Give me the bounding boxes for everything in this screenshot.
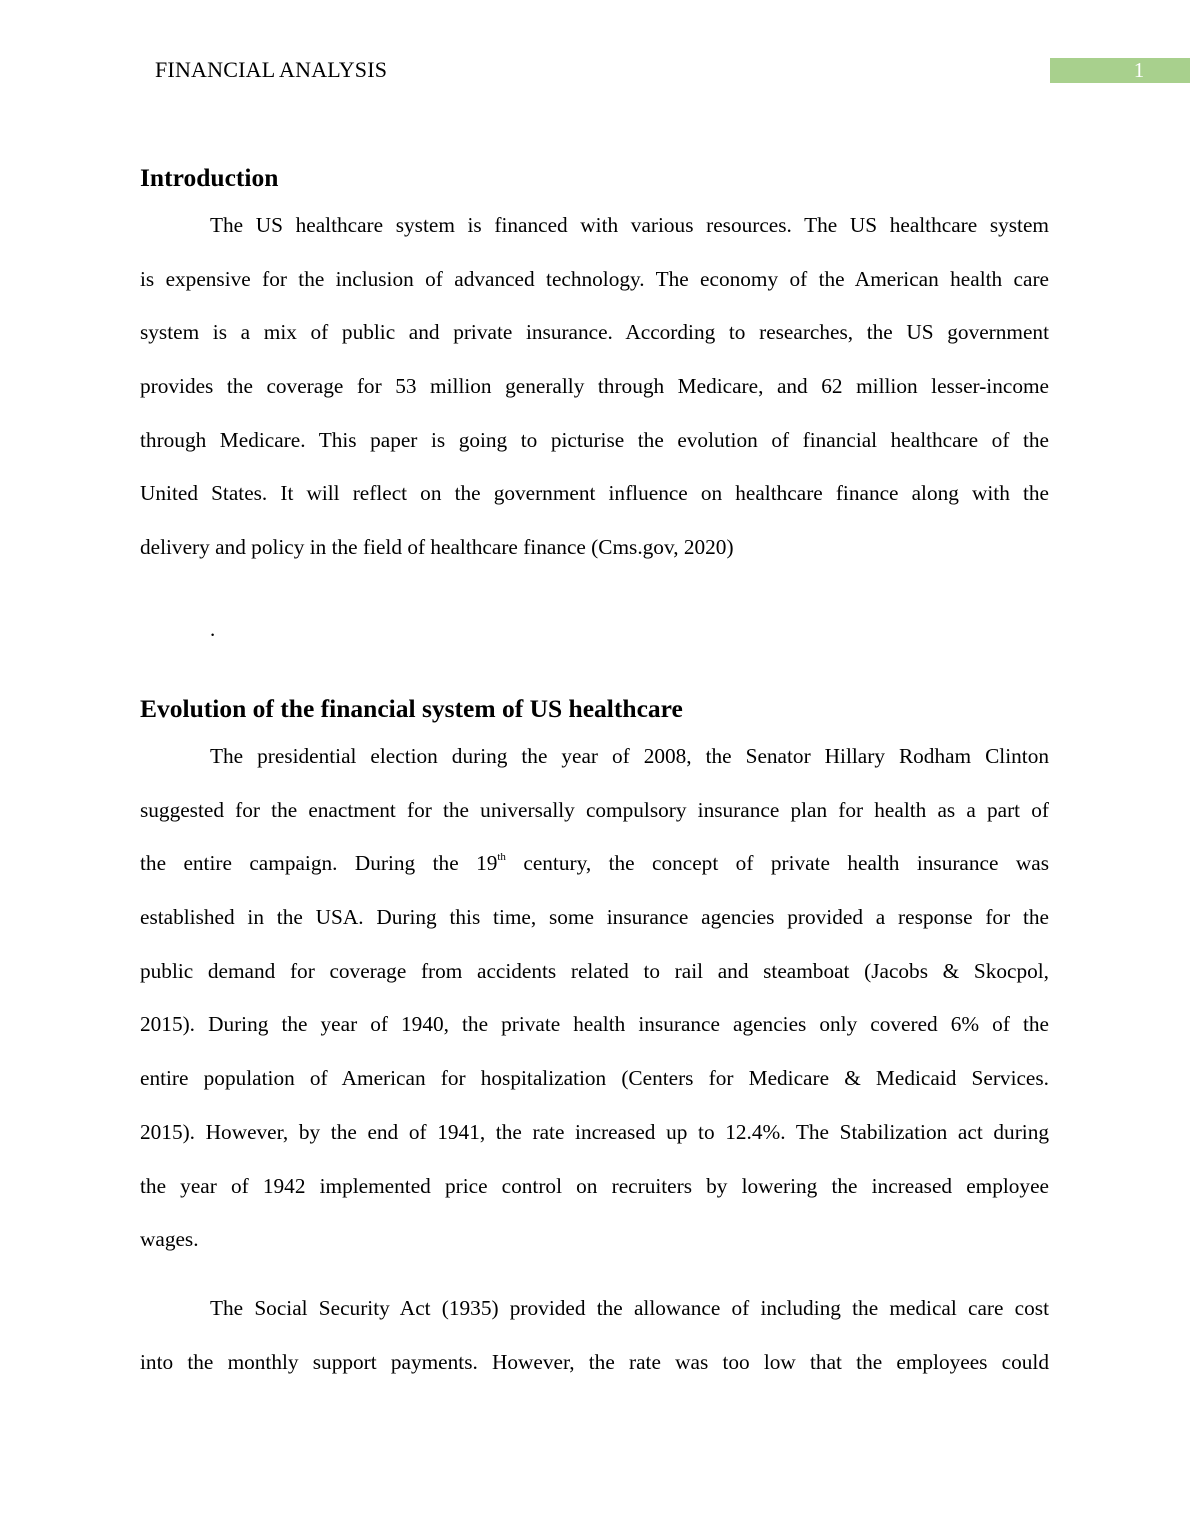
text-line [140,798,1049,852]
text-line [140,1296,1049,1350]
text-line [140,374,1049,428]
line-text: The presidential election during the year of 2008, the Senator Hillary Rodham Clinton [210,744,1049,768]
line-text-after: century, the concept of private health insurance was [505,851,1049,876]
line-text: is expensive for the inclusion of advanced technology. The economy of the American health care [140,266,1049,291]
paragraph [140,744,1049,1281]
line-text: the year of 1942 implemented price control on recruiters by lowering the increased employee [140,1173,1049,1198]
text-line [140,905,1049,959]
line-text: through Medicare. This paper is going to picturise the evolution of financial healthcare of the [140,427,1049,452]
text-line [140,1066,1049,1120]
running-title: FINANCIAL ANALYSIS [155,57,388,82]
text-line [140,481,1049,535]
line-text: suggested for the enactment for the universally compulsory insurance plan for health as a part of [140,797,1049,822]
ordinal-superscript: th [497,851,506,864]
text-line [140,851,1049,905]
text-line [140,744,1049,798]
stray-period: . [210,617,216,641]
section-heading-introduction: Introduction [140,163,279,192]
section-heading-evolution: Evolution of the financial system of US healthcare [140,694,683,723]
page-number: 1 [1133,58,1145,82]
line-text: into the monthly support payments. However, the rate was too low that the employees could [140,1349,1049,1374]
line-text: provides the coverage for 53 million generally through Medicare, and 62 million lesser-income [140,374,1049,399]
line-text: delivery and policy in the field of healthcare finance (Cms.gov, 2020) [140,535,734,560]
text-line [140,320,1049,374]
line-text [140,851,1049,876]
line-text: United States. It will reflect on the government influence on healthcare finance along with the [140,481,1049,506]
line-text: 2015). During the year of 1940, the private health insurance agencies only covered 6% of the [140,1012,1049,1037]
text-line [140,1350,1049,1404]
text-line [140,1120,1049,1174]
line-text: wages. [140,1227,199,1252]
line-text: established in the USA. During this time, some insurance agencies provided a response for the [140,905,1049,930]
text-line [140,1227,1049,1281]
line-text: entire population of American for hospitalization (Centers for Medicare & Medicaid Services. [140,1066,1049,1091]
line-text: 2015). However, by the end of 1941, the rate increased up to 12.4%. The Stabilization act during [140,1119,1049,1144]
text-line [140,1174,1049,1228]
line-text-before: the entire campaign. During the 19 [140,851,498,876]
paragraph [140,213,1049,589]
line-text: public demand for coverage from accidents related to rail and steamboat (Jacobs & Skocpol, [140,958,1049,983]
line-text: system is a mix of public and private insurance. According to researches, the US government [140,320,1049,345]
text-line [140,1012,1049,1066]
text-line [140,535,1049,589]
line-text: The US healthcare system is financed with various resources. The US healthcare system [210,213,1049,237]
paragraph [140,1296,1049,1403]
page-number-badge [1050,58,1190,83]
line-text: The Social Security Act (1935) provided the allowance of including the medical care cost [210,1296,1049,1320]
text-line [140,959,1049,1013]
text-line [140,428,1049,482]
text-line [140,267,1049,321]
text-line [140,213,1049,267]
